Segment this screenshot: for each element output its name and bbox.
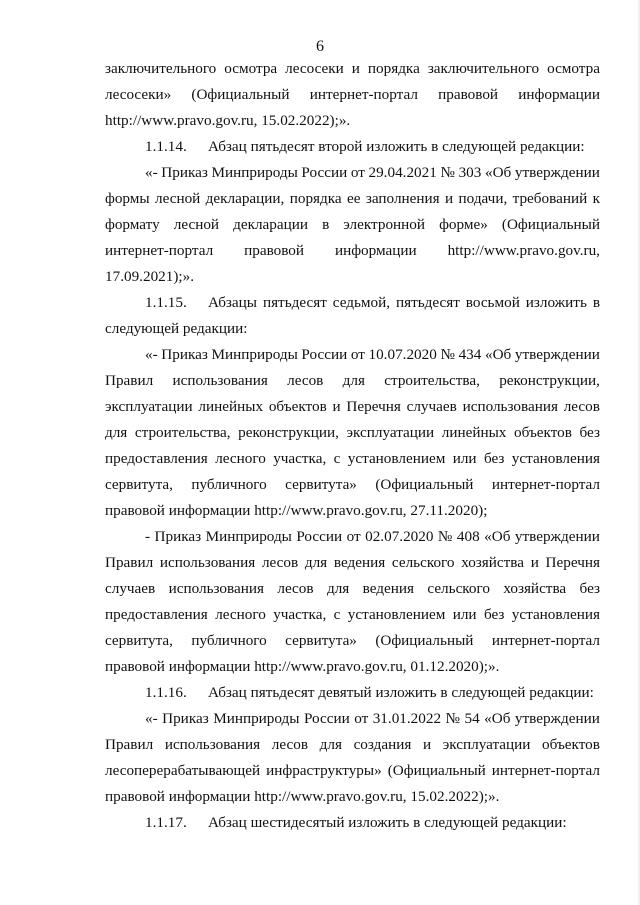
word: России <box>301 164 348 181</box>
word: установлением <box>347 450 446 467</box>
word: использования <box>462 398 558 415</box>
word: публичного <box>191 476 267 493</box>
word: сельского <box>391 554 455 571</box>
word: к <box>592 190 600 207</box>
word: ее <box>347 190 361 207</box>
word: 31.01.2022 <box>372 710 442 727</box>
text-line <box>105 628 600 654</box>
word: Минприроды <box>205 528 292 545</box>
word: и <box>332 398 341 415</box>
word: осмотра <box>224 60 278 77</box>
word: реконструкции, <box>238 424 339 441</box>
word: или <box>452 450 477 467</box>
word: утверждении <box>514 710 600 727</box>
text-line <box>105 732 600 758</box>
text-line <box>105 342 600 368</box>
word: лесов <box>563 398 600 415</box>
word: реконструкции, <box>499 372 600 389</box>
word: участка, <box>273 606 327 623</box>
word: правовой <box>438 86 499 103</box>
word: без <box>579 424 600 441</box>
word: Правил <box>105 554 154 571</box>
clause-1-1-15 <box>105 290 600 342</box>
clause-line <box>105 290 600 316</box>
word: без <box>483 450 505 467</box>
document-body <box>105 56 600 836</box>
quoted-order-434 <box>105 342 600 524</box>
clause-1-1-16 <box>105 680 600 706</box>
clause-text: Абзац шестидесятый изложить в следующей редакции: <box>208 814 567 831</box>
word: информации <box>518 86 600 103</box>
word: Приказ <box>154 528 202 545</box>
word: объектов <box>514 424 572 441</box>
word: «Об <box>484 528 511 545</box>
word: лесного <box>215 450 266 467</box>
word: случаев <box>406 398 457 415</box>
word: создания <box>353 736 412 753</box>
word: «Об <box>484 710 511 727</box>
word: лесоперерабатывающей <box>105 762 261 779</box>
word: лесов <box>277 580 314 597</box>
word: эксплуатации <box>346 424 435 441</box>
word: интернет-портал <box>491 762 600 779</box>
word: лесов <box>271 736 309 753</box>
word: Минприроды <box>211 346 298 363</box>
word: использования <box>168 580 264 597</box>
word: от <box>350 164 365 181</box>
word: Минприроды <box>211 164 298 181</box>
word: утверждении <box>514 164 600 181</box>
clause-number: 1.1.14. <box>145 138 187 155</box>
word: и <box>422 736 432 753</box>
word: «Об <box>484 164 512 181</box>
word: (Официальный <box>375 476 474 493</box>
word: использования <box>172 372 268 389</box>
text-line: http://www.pravo.gov.ru, 15.02.2022);». <box>105 112 351 129</box>
word: 408 <box>456 528 480 545</box>
word: Приказ <box>161 346 208 363</box>
word: № <box>445 710 461 727</box>
word: линейных <box>198 398 264 415</box>
word: сельского <box>427 580 490 597</box>
word: утверждении <box>514 346 600 363</box>
word: эксплуатации <box>105 398 193 415</box>
word: интернет-портал <box>491 476 600 493</box>
word: строительства, <box>134 424 231 441</box>
word: заключительного <box>427 60 540 77</box>
word: осмотра <box>547 60 600 77</box>
word: № <box>440 346 455 363</box>
word: Перечня <box>346 398 401 415</box>
word: 54 <box>464 710 480 727</box>
word: эксплуатации <box>442 736 531 753</box>
word: правовой <box>244 242 305 259</box>
word: № <box>437 528 453 545</box>
text-line <box>105 212 600 238</box>
word: форме» <box>439 216 488 233</box>
word: декларации <box>233 216 308 233</box>
word: интернет-портал <box>309 86 418 103</box>
word: Приказ <box>162 710 209 727</box>
word: (Официальный <box>375 632 474 649</box>
text-line <box>105 524 600 550</box>
text-line <box>105 186 600 212</box>
text-line <box>105 420 600 446</box>
word: установления <box>511 450 600 467</box>
quoted-order-408 <box>105 524 600 680</box>
word: (Официальный <box>501 216 600 233</box>
text-line <box>105 472 600 498</box>
quoted-order-54 <box>105 706 600 810</box>
word: России <box>296 528 343 545</box>
clause-text: Абзац пятьдесят девятый изложить в следующей редакции: <box>208 684 594 701</box>
word: Правил <box>105 372 154 389</box>
word: хозяйства <box>461 554 524 571</box>
word: России <box>303 710 350 727</box>
word: участка, <box>273 450 327 467</box>
word: (Официальный <box>191 86 290 103</box>
word: седьмой, <box>332 294 391 311</box>
clause-1-1-17 <box>105 810 600 836</box>
word: сервитута, <box>105 476 173 493</box>
word: порядка <box>289 190 342 207</box>
word: пятьдесят <box>262 294 327 311</box>
word: предоставления <box>105 606 208 623</box>
word: публичного <box>191 632 267 649</box>
word: информации <box>334 242 417 259</box>
word: инфраструктуры» <box>266 762 382 779</box>
word: 10.07.2020 <box>368 346 437 363</box>
word: лесосеки <box>285 60 344 77</box>
word: объектов <box>268 398 327 415</box>
word: подачи, <box>458 190 508 207</box>
word: ведения <box>333 554 386 571</box>
word: сервитута» <box>285 632 357 649</box>
text-line <box>105 238 600 264</box>
clause-number: 1.1.16. <box>145 684 187 701</box>
word: с <box>333 450 341 467</box>
word: декларации, <box>205 190 285 207</box>
text-line <box>105 394 600 420</box>
word: порядка <box>367 60 420 77</box>
word: и <box>445 190 454 207</box>
clause-line <box>105 134 600 160</box>
word: или <box>452 606 477 623</box>
text-line <box>105 602 600 628</box>
page-number: 6 <box>316 38 324 55</box>
word: в <box>592 294 600 311</box>
word: лесного <box>215 606 266 623</box>
word: 303 <box>458 164 482 181</box>
clause-number: 1.1.17. <box>145 814 187 831</box>
word: сервитута» <box>285 476 357 493</box>
word: лесной <box>173 216 220 233</box>
text-line <box>105 758 600 784</box>
clause-text <box>208 290 600 316</box>
word: для <box>326 580 350 597</box>
text-line: следующей редакции: <box>105 320 248 337</box>
word: объектов <box>542 736 600 753</box>
word: лесов <box>261 554 299 571</box>
word: предоставления <box>105 450 208 467</box>
word: и <box>530 554 539 571</box>
word: для <box>342 372 365 389</box>
clause-text: Абзац пятьдесят второй изложить в следующей редакции: <box>208 138 585 155</box>
word: для <box>105 424 128 441</box>
word: от <box>354 710 369 727</box>
word: России <box>301 346 348 363</box>
word: интернет-портал <box>105 242 214 259</box>
word: сервитута, <box>105 632 173 649</box>
word: от <box>350 346 365 363</box>
word: без <box>579 580 600 597</box>
word: электронной <box>343 216 426 233</box>
clause-1-1-14 <box>105 134 600 160</box>
word: «Об <box>484 346 512 363</box>
word: заключительного <box>105 60 217 77</box>
word: заполнения <box>365 190 440 207</box>
word: случаев <box>105 580 156 597</box>
word: 02.07.2020 <box>365 528 434 545</box>
word: Приказ <box>161 164 208 181</box>
word: «- <box>145 164 158 181</box>
word: http://www.pravo.gov.ru, <box>447 242 600 259</box>
word: и <box>351 60 360 77</box>
word: интернет-портал <box>491 632 600 649</box>
word: лесной <box>155 190 201 207</box>
word: утверждении <box>514 528 600 545</box>
text-line: правовой информации http://www.pravo.gov.ru, 15.02.2022);». <box>105 788 500 805</box>
word: использования <box>164 736 261 753</box>
word: Абзацы <box>208 294 257 311</box>
word: Правил <box>105 736 154 753</box>
clause-number: 1.1.15. <box>145 294 187 311</box>
text-line: правовой информации http://www.pravo.gov.ru, 27.11.2020); <box>105 502 488 519</box>
text-line: правовой информации http://www.pravo.gov.ru, 01.12.2020);». <box>105 658 500 675</box>
word: ведения <box>362 580 414 597</box>
text-line <box>105 368 600 394</box>
word: восьмой <box>465 294 520 311</box>
word: установления <box>511 606 600 623</box>
word: изложить <box>525 294 587 311</box>
word: лесосеки» <box>105 86 172 103</box>
quoted-order-303 <box>105 160 600 290</box>
word: лесов <box>287 372 324 389</box>
word: - <box>145 528 151 545</box>
word: формату <box>105 216 160 233</box>
word: от <box>346 528 361 545</box>
word: формы <box>105 190 150 207</box>
word: Перечня <box>545 554 600 571</box>
text-line <box>105 550 600 576</box>
clause-line <box>105 680 600 706</box>
clause-line <box>105 810 600 836</box>
text-line <box>105 160 600 186</box>
text-line <box>105 56 600 82</box>
word: Минприроды <box>213 710 300 727</box>
word: «- <box>145 346 158 363</box>
text-line <box>105 706 600 732</box>
text-line <box>105 446 600 472</box>
word: 434 <box>458 346 482 363</box>
text-line: 17.09.2021);». <box>105 268 195 285</box>
word: в <box>322 216 330 233</box>
word: № <box>440 164 455 181</box>
word: использования <box>159 554 256 571</box>
word: (Официальный <box>387 762 486 779</box>
word: для <box>304 554 328 571</box>
word: без <box>483 606 505 623</box>
word: 29.04.2021 <box>368 164 437 181</box>
word: требований <box>512 190 588 207</box>
word: установлением <box>347 606 446 623</box>
word: «- <box>145 710 158 727</box>
paragraph-continuation <box>105 56 600 134</box>
word: линейных <box>441 424 507 441</box>
word: строительства, <box>384 372 480 389</box>
word: пятьдесят <box>395 294 460 311</box>
word: для <box>319 736 342 753</box>
word: с <box>333 606 341 623</box>
text-line <box>105 82 600 108</box>
word: хозяйства <box>503 580 567 597</box>
text-line <box>105 576 600 602</box>
